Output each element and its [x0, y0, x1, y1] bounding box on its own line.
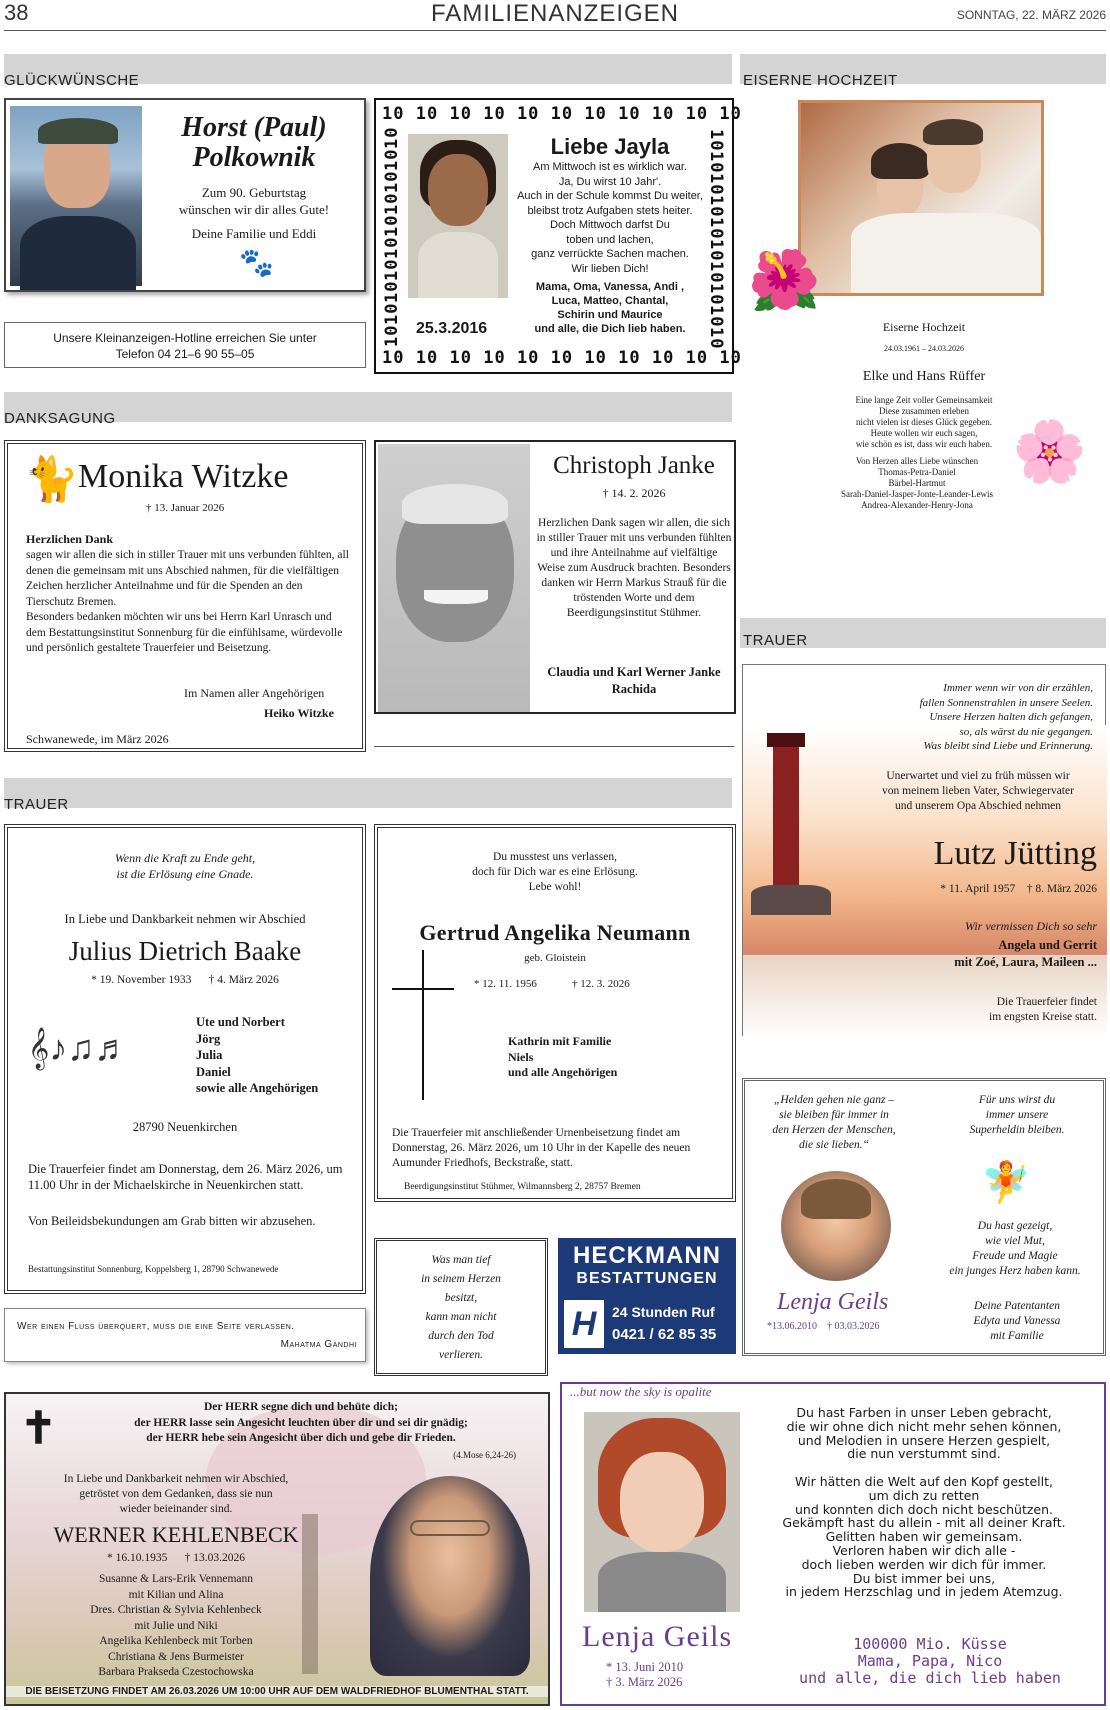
- lutz-dates: * 11. April 1957 † 8. März 2026: [940, 883, 1097, 895]
- page-date: SONNTAG, 22. MÄRZ 2026: [956, 8, 1106, 22]
- ad-lutz-juetting: [742, 664, 1106, 1036]
- music-notes-icon: 𝄞♪♫♬: [28, 1028, 131, 1068]
- jayla-border-top: 10 10 10 10 10 10 10 10 10 10 10: [382, 104, 742, 124]
- gertrud-born: * 12. 11. 1956: [474, 978, 537, 990]
- jayla-date: 25.3.2016: [416, 320, 488, 337]
- lenja-big-header: ...but now the sky is opalite: [570, 1384, 712, 1399]
- eiserne-photo: [798, 100, 1044, 296]
- jayla-border-right: 10 10 10 10 10 10 10 10 10 10: [706, 129, 726, 350]
- werner-photo: [370, 1476, 530, 1676]
- ad-werner-kehlenbeck: [4, 1392, 550, 1706]
- cross-icon: [422, 950, 424, 1100]
- ad-heckmann: [558, 1238, 736, 1354]
- lenja-big-dates: * 13. Juni 2010 † 3. März 2026: [606, 1660, 684, 1689]
- cross-emblem-icon: ✝: [20, 1404, 57, 1453]
- julius-undertaker: Bestattungsinstitut Sonnenburg, Koppelsberg 1, 28790 Schwanewede: [28, 1264, 279, 1274]
- eiserne-wishes: Von Herzen alles Liebe wünschen Thomas-Petra-Daniel Bärbel-Hartmut Sarah-Daniel-Jasper-Jonte-Leander-Lewis Andrea-Alexander-Henry-Jona: [840, 456, 994, 510]
- ad-hotline: [4, 322, 366, 368]
- lenja-small-photo: [781, 1171, 891, 1281]
- divider-christoph: [374, 746, 734, 747]
- lenja-big-kisses: 100000 Mio. Küsse Mama, Papa, Nico und alle, die dich lieb haben: [799, 1635, 1061, 1687]
- ad-julius-baake: [4, 824, 366, 1294]
- christoph-from: Claudia und Karl Werner Janke Rachida: [547, 665, 721, 696]
- ad-lenja-geils-big: [560, 1382, 1106, 1706]
- lutz-name: Lutz Jütting: [933, 835, 1097, 872]
- gertrud-name: Gertrud Angelika Neumann: [419, 920, 691, 945]
- horst-photo: [10, 106, 142, 286]
- ad-eiserne-hochzeit: [742, 92, 1106, 604]
- heckmann-line2: BESTATTUNGEN: [576, 1270, 718, 1287]
- christoph-photo: [378, 444, 530, 712]
- horst-name-2: Polkownik: [192, 142, 316, 173]
- gertrud-born-name: geb. Gloistein: [524, 952, 586, 964]
- lenja-text-right: Du hast gezeigt, wie viel Mut, Freude und Magie ein junges Herz haben kann.: [949, 1220, 1081, 1277]
- section-label-eiserne: EISERNE HOCHZEIT: [743, 72, 898, 89]
- heckmann-logo: H: [564, 1300, 604, 1348]
- ad-small-poem: [374, 1238, 548, 1376]
- julius-name: Julius Dietrich Baake: [68, 936, 302, 966]
- heckmann-line1: HECKMANN: [573, 1242, 721, 1269]
- small-poem-text: Was man tief in seinem Herzen besitzt, kann man nicht durch den Tod verlieren.: [421, 1254, 501, 1361]
- lenja-quote-right: Für uns wirst du immer unsere Superheldin bleiben.: [969, 1094, 1065, 1136]
- eiserne-names: Elke und Hans Rüffer: [862, 369, 986, 384]
- section-label-trauer-right: TRAUER: [743, 632, 808, 649]
- ad-lenja-geils-small: [742, 1078, 1106, 1356]
- lenja-big-photo: [584, 1412, 740, 1612]
- horst-text: Zum 90. Geburtstag wünschen wir dir alles Gute!: [178, 185, 330, 217]
- section-label-danksagung: DANKSAGUNG: [4, 410, 116, 427]
- ad-christoph-janke: [374, 440, 736, 714]
- jayla-photo: [408, 134, 508, 298]
- eiserne-text: Eine lange Zeit voller Gemeinsamkeit Diese zusammen erleben nicht vielen ist dieses Glück gegeben. Heute wollen wir euch sagen, wie schön es ist, dass wir euch haben.: [855, 395, 993, 449]
- ad-horst-polkownik: [4, 98, 366, 292]
- monika-date: † 13. Januar 2026: [146, 502, 225, 514]
- julius-intro: In Liebe und Dankbarkeit nehmen wir Abschied: [64, 912, 306, 926]
- cat-icon: 🐈: [24, 455, 79, 504]
- julius-ceremony: Die Trauerfeier findet am Donnerstag, dem 26. März 2026, um 11.00 Uhr in der Michaelskirche in Neuenkirchen statt.: [28, 1162, 343, 1192]
- section-label-trauer-left: TRAUER: [4, 796, 69, 813]
- werner-dates: * 16.10.1935 † 13.03.2026: [107, 1552, 245, 1564]
- ad-monika-witzke: [4, 440, 366, 752]
- gertrud-undertaker: Beerdigungsinstitut Stühmer, Wilmannsberg 2, 28757 Bremen: [404, 1182, 641, 1192]
- monika-text: sagen wir allen die sich in stiller Trauer mit uns verbunden fühlten, all denen die gemeinsam mit uns Abschied nahmen, für die vielfältigen Zeichen herzlicher Anteilnahme und für die Spenden an den Tierschutz Bremen. Besonders bedanken möchten wir uns bei Herrn Karl Unrasch und dem Bestattungsinstitut Sonnenburg für die einfühlsame, würdevolle und persönlich gestaltete Trauerfeier und Beisetzung.: [26, 549, 349, 654]
- ad-quote-fluss: [4, 1308, 366, 1362]
- lutz-poem: Immer wenn wir von dir erzählen, fallen Sonnenstrahlen in unsere Seelen. Unsere Herzen halten dich gefangen, so, als wärst du nie gegangen. Was bleibt sind Liebe und Erinnerung.: [919, 682, 1093, 752]
- ad-gertrud-neumann: [374, 824, 736, 1202]
- section-title: FAMILIENANZEIGEN: [430, 0, 680, 27]
- hotline-text: Unsere Kleinanzeigen-Hotline erreichen Sie unter Telefon 04 21–6 90 55–05: [53, 331, 317, 361]
- eiserne-dates: 24.03.1961 – 24.03.2026: [884, 344, 964, 353]
- werner-name: WERNER KEHLENBECK: [53, 1522, 299, 1547]
- jayla-family: Mama, Oma, Vanessa, Andi , Luca, Matteo, Chantal, Schirin und Maurice und alle, die Dich lieb haben.: [534, 281, 686, 335]
- gertrud-family: Kathrin mit Familie Niels und alle Angehörigen: [508, 1034, 618, 1079]
- lutz-family: Angela und Gerrit mit Zoé, Laura, Maileen ...: [954, 938, 1097, 969]
- jayla-text: Am Mittwoch ist es wirklich war. Ja, Du wirst 10 Jahr'. Auch in der Schule kommst Du weiter, bleibst trotz Aufgaben stets heiter. Doch Mittwoch darfst Du toben und lachen, ganz verrückte Sachen machen. Wir lieben Dich!: [517, 161, 703, 275]
- christoph-name: Christoph Janke: [553, 452, 715, 479]
- julius-family: Ute und Norbert Jörg Julia Daniel sowie alle Angehörigen: [196, 1015, 319, 1095]
- quote-fluss-text: Wer einen Fluss überquert, muss die eine Seite verlassen.: [17, 1321, 295, 1332]
- horst-name-1: Horst (Paul): [181, 112, 327, 143]
- gertrud-died: † 12. 3. 2026: [572, 978, 630, 990]
- werner-intro: In Liebe und Dankbarkeit nehmen wir Abschied, getröstet von dem Gedanken, dass sie nun wieder beieinander sind.: [63, 1473, 289, 1515]
- werner-ref: (4.Mose 6,24-26): [453, 1450, 516, 1460]
- eiserne-title: Eiserne Hochzeit: [882, 320, 966, 334]
- monika-name: Monika Witzke: [78, 458, 289, 495]
- lenja-small-from: Deine Patentanten Edyta und Vanessa mit Familie: [973, 1300, 1061, 1342]
- jayla-border-left: 10 10 10 10 10 10 10 10 10 10: [382, 126, 402, 347]
- monika-signature-name: Heiko Witzke: [264, 706, 334, 720]
- werner-family: Susanne & Lars-Erik Vennemann mit Kilian und Alina Dres. Christian & Sylvia Kehlenbeck mit Julie und Niki Angelika Kehlenbeck mit Torben Christiana & Jens Burmeister Barbara Prakseda Czestochowska: [90, 1573, 262, 1678]
- christoph-date: † 14. 2. 2026: [602, 486, 666, 500]
- lenja-quote-left: „Helden gehen nie ganz – sie bleiben für immer in den Herzen der Menschen, die sie lieben.“: [772, 1094, 896, 1151]
- heckmann-ruf: 24 Stunden Ruf: [612, 1304, 715, 1320]
- julius-poem: Wenn die Kraft zu Ende geht, ist die Erlösung eine Gnade.: [114, 851, 256, 881]
- lutz-intro: Unerwartet und viel zu früh müssen wir von meinem lieben Vater, Schwiegervater und unserem Opa Abschied nehmen: [882, 770, 1074, 812]
- heckmann-phone: 0421 / 62 85 35: [612, 1326, 717, 1343]
- lutz-miss: Wir vermissen Dich so sehr: [965, 919, 1097, 933]
- page-number: 38: [4, 0, 29, 25]
- werner-footer: DIE BEISETZUNG FINDET AM 26.03.2026 UM 10:00 UHR AUF DEM WALDFRIEDHOF BLUMENTHAL STATT.: [6, 1686, 548, 1697]
- flower-icon-2: 🌸: [1012, 419, 1087, 485]
- gertrud-poem: Du musstest uns verlassen, doch für Dich war es eine Erlösung. Lebe wohl!: [472, 851, 638, 893]
- header-rule: [4, 30, 1106, 31]
- julius-dates: * 19. November 1933 † 4. März 2026: [91, 974, 279, 986]
- jayla-border-bottom: 10 10 10 10 10 10 10 10 10 10 10: [382, 348, 742, 368]
- jayla-title: Liebe Jayla: [550, 134, 670, 159]
- monika-place: Schwanewede, im März 2026: [26, 732, 169, 746]
- flower-icon-1: 🌺: [748, 248, 821, 313]
- lenja-small-dates: *13.06.2010 † 03.03.2026: [767, 1321, 880, 1332]
- lenja-big-text: Du hast Farben in unser Leben gebracht, die wir ohne dich nicht mehr sehen können, und Melodien in unsere Herzen gespielt, die nun verstummt sind. Wir hätten die Welt auf den Kopf gestellt, um dich zu retten und konnten dich doch nicht beschützen. Gekämpft hast du allein - mit all deiner Kraft. Gelitten haben wir gemeinsam. Verloren haben wir dich alle - doch lieben werden wir dich für immer. Du bist immer bei uns, in jedem Herzschlag und in jedem Atemzug.: [782, 1405, 1066, 1600]
- paw-icon: 🐾: [239, 248, 274, 279]
- fairy-icon: 🧚: [981, 1160, 1031, 1205]
- horst-from: Deine Familie und Eddi: [191, 226, 317, 241]
- section-label-glueckwuensche: GLÜCKWÜNSCHE: [4, 72, 140, 89]
- lenja-small-name: Lenja Geils: [777, 1289, 889, 1315]
- ad-jayla: [374, 98, 742, 374]
- cross-icon-bar: [392, 988, 454, 990]
- werner-blessing: Der HERR segne dich und behüte dich; der HERR lasse sein Angesicht leuchten über dir und sei dir gnädig; der HERR hebe sein Angesicht über dich und gebe dir Frieden.: [134, 1401, 468, 1444]
- lenja-big-name: Lenja Geils: [582, 1620, 733, 1653]
- section-bar-trauer-left: [4, 778, 732, 808]
- julius-place: 28790 Neuenkirchen: [132, 1120, 238, 1134]
- quote-fluss-author: Mahatma Gandhi: [280, 1339, 357, 1350]
- lutz-ceremony: Die Trauerfeier findet im engsten Kreise statt.: [989, 996, 1097, 1023]
- monika-signature-label: Im Namen aller Angehörigen: [184, 686, 325, 700]
- monika-heading: Herzlichen Dank: [26, 532, 113, 546]
- christoph-text: Herzlichen Dank sagen wir allen, die sich in stiller Trauer mit uns verbunden fühlten und ihre Anteilnahme auf vielfältige Weise zum Ausdruck brachten. Besonders danken wir Herrn Markus Strauß für die tröstenden Worte und dem Beerdigungsinstitut Stühmer.: [536, 517, 732, 619]
- gertrud-ceremony: Die Trauerfeier mit anschließender Urnenbeisetzung findet am Donnerstag, 26. März 2026, um 10 Uhr in der Kapelle des neuen Aumunder Friedhofs, Beckstraße, statt.: [392, 1127, 691, 1169]
- julius-condolence: Von Beileidsbekundungen am Grab bitten wir abzusehen.: [28, 1214, 316, 1228]
